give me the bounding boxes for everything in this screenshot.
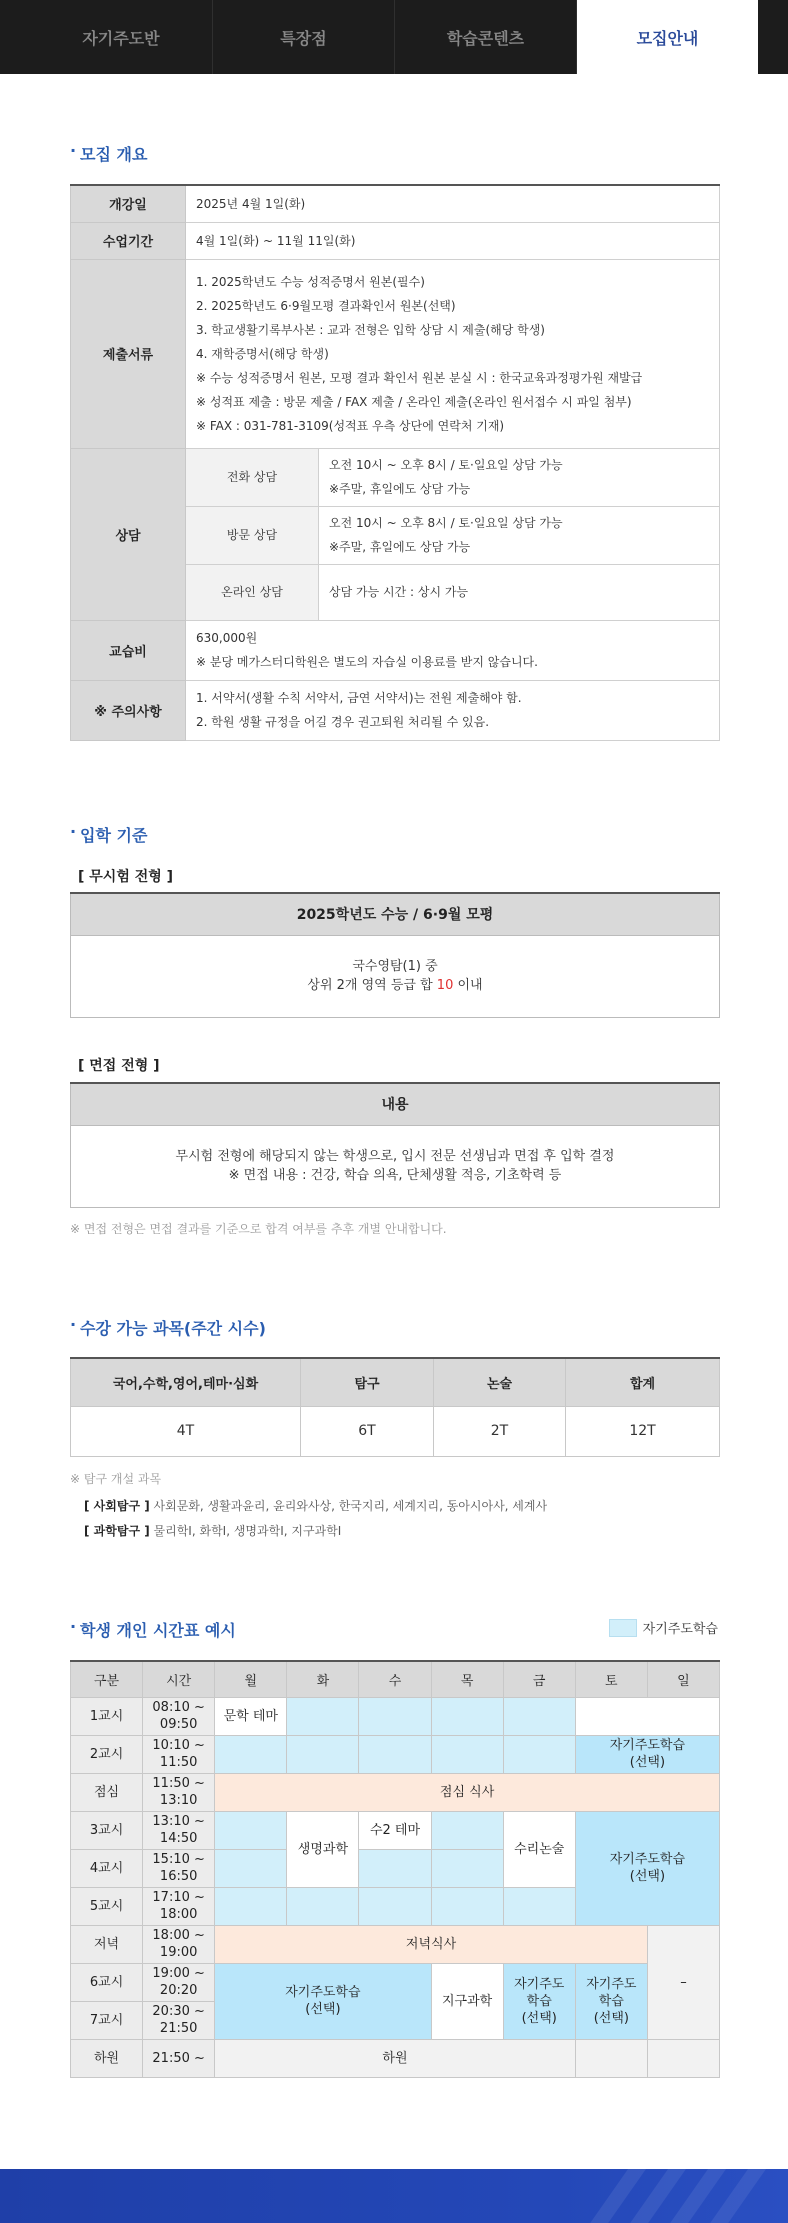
interview-block [70, 1055, 720, 1075]
docs-label: 제출서류 [71, 259, 186, 448]
interview-content [71, 1125, 720, 1207]
tt-period: 7교시 [71, 2001, 143, 2039]
tt-cell-self [215, 1849, 287, 1887]
fee-note: ※ 분당 메가스터디학원은 별도의 자습실 이용료를 받지 않습니다. [196, 655, 538, 669]
consult-line: 상담 가능 시간 : 상시 가능 [329, 585, 469, 599]
tt-header: 월 [215, 1661, 287, 1697]
tt-cell-self [287, 1887, 359, 1925]
tt-time: 13:10 ~ 14:50 [143, 1811, 215, 1849]
consult-line: ※주말, 휴일에도 상담 가능 [329, 482, 471, 496]
caution-line: 1. 서약서(생활 수칙 서약서, 금연 서약서)는 전원 제출해야 함. [196, 691, 522, 705]
tt-header: 일 [647, 1661, 719, 1697]
tt-cell-self [359, 1849, 431, 1887]
social-value: 사회문화, 생활과윤리, 윤리와사상, 한국지리, 세계지리, 동아시아사, 세계사 [153, 1499, 548, 1513]
science-label: [ 과학탐구 ] [84, 1524, 150, 1538]
consult-line: 오전 10시 ~ 오후 8시 / 토·일요일 상담 가능 [329, 516, 563, 530]
admission-title: · 입학 기준 [70, 823, 720, 846]
consult-line: 오전 10시 ~ 오후 8시 / 토·일요일 상담 가능 [329, 458, 563, 472]
tt-sunday-off: – [647, 1925, 719, 2039]
period-label: 수업기간 [71, 222, 186, 259]
noexam-block [70, 866, 720, 886]
science-value: 물리학Ⅰ, 화학Ⅰ, 생명과학Ⅰ, 지구과학Ⅰ [153, 1524, 342, 1538]
tt-time: 19:00 ~ 20:20 [143, 1963, 215, 2001]
tab-recruitment[interactable]: 모집안내 [576, 0, 758, 74]
social-row [70, 1497, 720, 1514]
period-value: 4월 1일(화) ~ 11월 11일(화) [186, 222, 720, 259]
consult-detail [319, 448, 720, 506]
tt-header: 화 [287, 1661, 359, 1697]
tt-evening-self: 자기주도학습 (선택) [215, 1963, 431, 2039]
tt-time: 20:30 ~ 21:50 [143, 2001, 215, 2039]
tt-period: 3교시 [71, 1811, 143, 1849]
top-nav [0, 0, 788, 74]
consult-type: 방문 상담 [186, 506, 319, 564]
tt-period: 점심 [71, 1773, 143, 1811]
overview-title: · 모집 개요 [70, 142, 720, 165]
tt-time: 08:10 ~ 09:50 [143, 1697, 215, 1735]
tt-period: 5교시 [71, 1887, 143, 1925]
tt-dismissal-sat [575, 2039, 647, 2077]
subject-header: 합계 [566, 1358, 720, 1406]
noexam-criteria [71, 935, 720, 1017]
subject-header: 국어,수학,영어,테마·심화 [71, 1358, 301, 1406]
overview-section [70, 142, 720, 165]
tab-contents[interactable]: 학습콘텐츠 [394, 0, 576, 74]
subjects-note: ※ 탐구 개설 과목 [70, 1472, 162, 1486]
noexam-table [70, 892, 720, 1018]
overview-table [70, 184, 720, 741]
tt-time: 17:10 ~ 18:00 [143, 1887, 215, 1925]
tt-time: 18:00 ~ 19:00 [143, 1925, 215, 1963]
interview-label: [ 면접 전형 ] [78, 1058, 160, 1074]
open-date-value: 2025년 4월 1일(화) [186, 185, 720, 222]
open-date-label: 개강일 [71, 185, 186, 222]
science-row [70, 1522, 720, 1539]
subjects-notes [70, 1470, 720, 1539]
tt-cell-self [287, 1697, 359, 1735]
footer-banner [0, 2169, 788, 2223]
tt-cell-math2: 수2 테마 [359, 1811, 431, 1849]
tt-weekend-self: 자기주도학습 (선택) [575, 1735, 719, 1773]
fee-amount: 630,000원 [196, 631, 258, 645]
tt-cell-self [287, 1735, 359, 1773]
subject-header: 탐구 [301, 1358, 434, 1406]
subjects-table-wrap [70, 1357, 720, 1457]
noexam-table-wrap [70, 892, 720, 1018]
subject-hours: 6T [301, 1406, 434, 1456]
tt-dismissal-sun [647, 2039, 719, 2077]
consult-type: 전화 상담 [186, 448, 319, 506]
legend-label: 자기주도학습 [642, 1622, 718, 1637]
timetable-title: · 학생 개인 시간표 예시 [70, 1618, 720, 1641]
noexam-text: 이내 [453, 978, 483, 993]
fee-label: 교습비 [71, 620, 186, 680]
tt-time: 10:10 ~ 11:50 [143, 1735, 215, 1773]
tab-self-directed[interactable]: 자기주도반 [82, 28, 160, 48]
docs-item: 1. 2025학년도 수능 성적증명서 원본(필수) [196, 274, 425, 289]
noexam-text: 상위 2개 영역 등급 합 [307, 978, 437, 993]
tt-time: 21:50 ~ [143, 2039, 215, 2077]
docs-item: 3. 학교생활기록부사본 : 교과 전형은 입학 상담 시 제출(해당 학생) [196, 322, 545, 337]
tt-cell-self [215, 1811, 287, 1849]
tt-cell-self [431, 1887, 503, 1925]
tt-period: 저녁 [71, 1925, 143, 1963]
tt-dismissal: 하원 [215, 2039, 576, 2077]
interview-table [70, 1082, 720, 1208]
tt-cell-self [431, 1735, 503, 1773]
tt-period: 6교시 [71, 1963, 143, 2001]
tt-time: 15:10 ~ 16:50 [143, 1849, 215, 1887]
noexam-header: 2025학년도 수능 / 6·9월 모평 [71, 893, 720, 935]
tt-fri-self: 자기주도 학습 (선택) [503, 1963, 575, 2039]
overview-table-wrap [70, 184, 720, 741]
tt-header: 토 [575, 1661, 647, 1697]
tt-cell-self [215, 1887, 287, 1925]
docs-list [186, 259, 720, 448]
subjects-table [70, 1357, 720, 1457]
docs-item: ※ 수능 성적증명서 원본, 모평 결과 확인서 원본 분실 시 : 한국교육과정평가원 재발급 [196, 370, 643, 385]
tt-cell-self [431, 1849, 503, 1887]
legend-swatch [609, 1619, 637, 1637]
tt-header: 시간 [143, 1661, 215, 1697]
interview-header: 내용 [71, 1083, 720, 1125]
subject-hours: 12T [566, 1406, 720, 1456]
tt-time: 11:50 ~ 13:10 [143, 1773, 215, 1811]
tt-header: 수 [359, 1661, 431, 1697]
tt-lunch: 점심 식사 [215, 1773, 720, 1811]
subject-header: 논술 [434, 1358, 566, 1406]
caution-label: ※ 주의사항 [71, 680, 186, 740]
tt-header: 목 [431, 1661, 503, 1697]
consult-detail [319, 506, 720, 564]
interview-line: ※ 면접 내용 : 건강, 학습 의욕, 단체생활 적응, 기초학력 등 [228, 1168, 562, 1183]
timetable [70, 1660, 720, 2078]
tt-cell-math-essay: 수리논술 [503, 1811, 575, 1887]
social-label: [ 사회탐구 ] [84, 1499, 150, 1513]
tt-cell-literature: 문학 테마 [215, 1697, 287, 1735]
tt-cell-self [503, 1735, 575, 1773]
interview-note-wrap [70, 1220, 720, 1237]
tt-dinner: 저녁식사 [215, 1925, 648, 1963]
tt-period: 2교시 [71, 1735, 143, 1773]
consult-type: 온라인 상담 [186, 564, 319, 620]
fee-value [186, 620, 720, 680]
caution-value [186, 680, 720, 740]
interview-line: 무시험 전형에 해당되지 않는 학생으로, 입시 전문 선생님과 면접 후 입학 결정 [175, 1149, 615, 1164]
tt-cell-self [503, 1697, 575, 1735]
tt-cell-self [431, 1697, 503, 1735]
docs-item: ※ FAX : 031-781-3109(성적표 우측 상단에 연락처 기재) [196, 418, 505, 433]
subject-hours: 4T [71, 1406, 301, 1456]
interview-note: ※ 면접 전형은 면접 결과를 기준으로 합격 여부를 추후 개별 안내합니다. [70, 1222, 447, 1236]
tt-period: 4교시 [71, 1849, 143, 1887]
tt-cell-self [359, 1697, 431, 1735]
tt-cell-self [215, 1735, 287, 1773]
timetable-legend [609, 1618, 718, 1637]
tt-header: 구분 [71, 1661, 143, 1697]
tt-weekend-top [575, 1697, 719, 1735]
tt-period: 1교시 [71, 1697, 143, 1735]
noexam-grade-sum: 10 [436, 978, 454, 993]
docs-item: ※ 성적표 제출 : 방문 제출 / FAX 제출 / 온라인 제출(온라인 원서접수 시 파일 첨부) [196, 394, 632, 409]
subjects-title: · 수강 가능 과목(주간 시수) [70, 1316, 720, 1339]
interview-table-wrap [70, 1082, 720, 1208]
admission-section [70, 823, 720, 846]
noexam-label: [ 무시험 전형 ] [78, 869, 174, 885]
tab-features[interactable]: 특장점 [212, 0, 394, 74]
consult-label: 상담 [71, 448, 186, 620]
docs-item: 4. 재학증명서(해당 학생) [196, 346, 329, 361]
tt-cell-self [503, 1887, 575, 1925]
docs-item: 2. 2025학년도 6·9월모평 결과확인서 원본(선택) [196, 298, 456, 313]
timetable-wrap [70, 1660, 720, 2078]
consult-detail [319, 564, 720, 620]
subjects-section [70, 1316, 720, 1339]
tt-cell-earth-science: 지구과학 [431, 1963, 503, 2039]
tt-weekend-self: 자기주도학습 (선택) [575, 1811, 719, 1925]
tt-header: 금 [503, 1661, 575, 1697]
tt-cell-biology: 생명과학 [287, 1811, 359, 1887]
tt-cell-self [359, 1887, 431, 1925]
tt-sat-self: 자기주도 학습 (선택) [575, 1963, 647, 2039]
caution-line: 2. 학원 생활 규정을 어길 경우 권고퇴원 처리될 수 있음. [196, 715, 490, 729]
tt-cell-self [431, 1811, 503, 1849]
subject-hours: 2T [434, 1406, 566, 1456]
tt-period: 하원 [71, 2039, 143, 2077]
consult-line: ※주말, 휴일에도 상담 가능 [329, 540, 471, 554]
noexam-line [71, 976, 719, 995]
tt-cell-self [359, 1735, 431, 1773]
noexam-line: 국수영탐(1) 중 [352, 959, 438, 974]
